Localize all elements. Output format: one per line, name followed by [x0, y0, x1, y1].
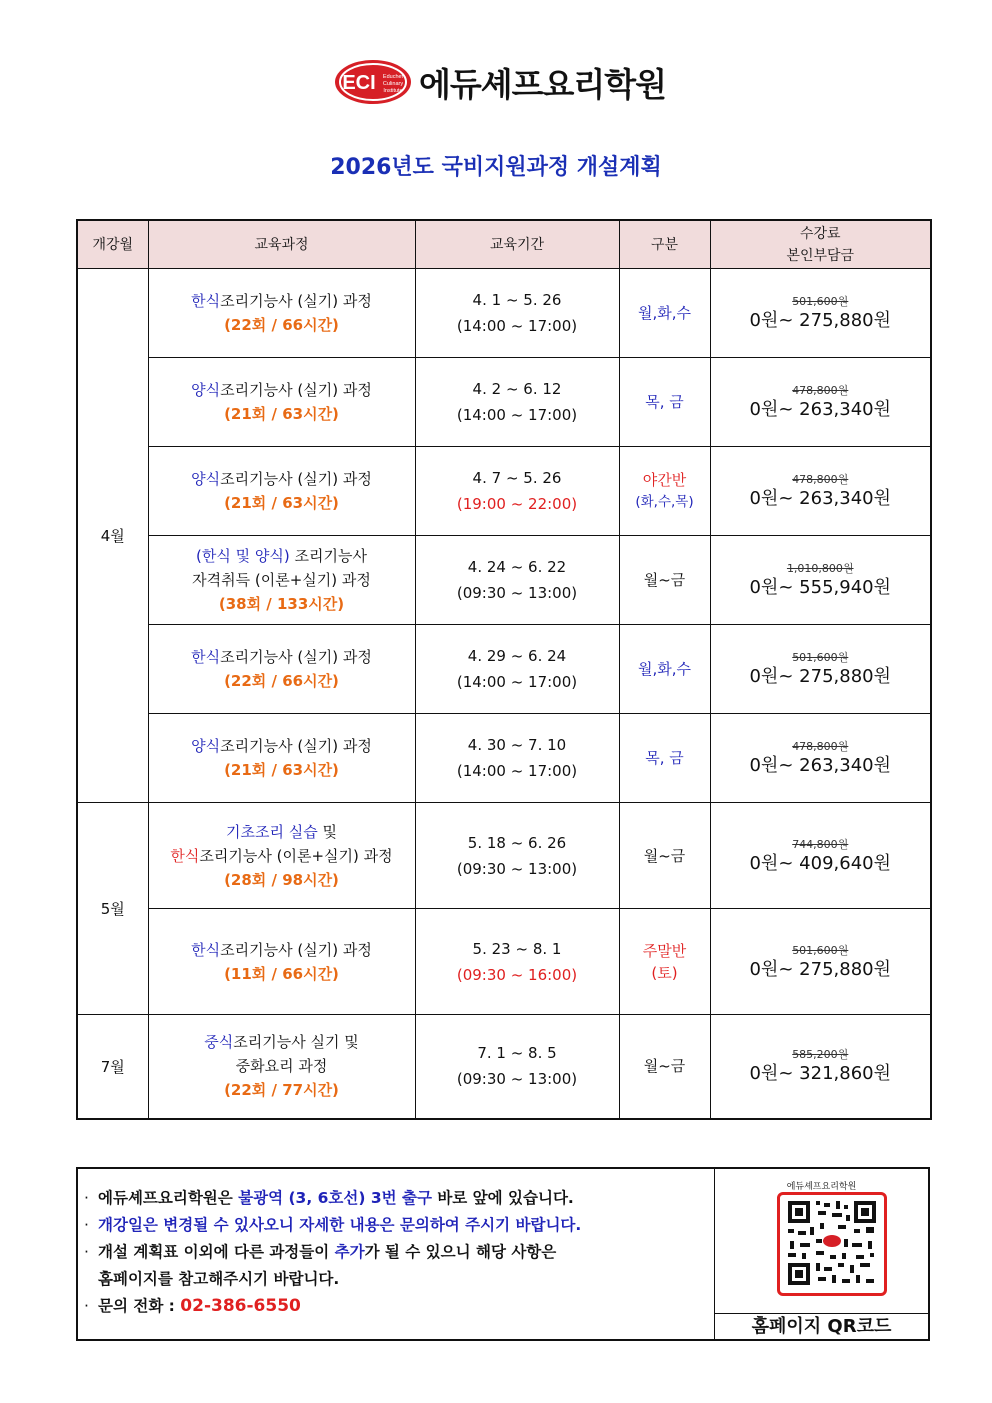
month-cell: 5월	[77, 803, 148, 1015]
notice-location: · 에듀셰프요리학원은 불광역 (3, 6호선) 3번 출구 바로 앞에 있습니다.	[84, 1189, 574, 1207]
table-row	[77, 803, 931, 909]
notice-text-panel	[78, 1169, 715, 1339]
notice-additional-courses: · 개설 계획표 이외에 다른 과정들이 추가가 될 수 있으니 해당 사항은 홈페이지를 참고해주시기 바랍니다.	[84, 1243, 557, 1288]
svg-text:ECI: ECI	[342, 72, 376, 94]
academy-name: 에듀셰프요리학원	[419, 64, 667, 104]
header-month: 개강월	[77, 220, 148, 269]
fee-cell: 744,800원 0원~ 409,640원	[710, 803, 931, 909]
type-cell: 월~금	[619, 536, 710, 625]
course-cell: 양식조리기능사 (실기) 과정 (21회 / 63시간)	[148, 447, 415, 536]
period-cell: 4. 1 ~ 5. 26 (14:00 ~ 17:00)	[415, 269, 619, 358]
type-cell: 월,화,수	[619, 625, 710, 714]
svg-text:Culinary: Culinary	[382, 81, 404, 87]
period-cell: 4. 24 ~ 6. 22 (09:30 ~ 13:00)	[415, 536, 619, 625]
table-row	[77, 1015, 931, 1119]
table-row	[77, 625, 931, 714]
type-cell: 목, 금	[619, 358, 710, 447]
period-cell: 4. 29 ~ 6. 24 (14:00 ~ 17:00)	[415, 625, 619, 714]
period-cell: 7. 1 ~ 8. 5 (09:30 ~ 13:00)	[415, 1015, 619, 1119]
fee-cell: 478,800원 0원~ 263,340원	[710, 358, 931, 447]
course-cell: 한식조리기능사 (실기) 과정 (22회 / 66시간)	[148, 269, 415, 358]
month-cell: 4월	[77, 269, 148, 803]
header-fee: 수강료 본인부담금	[710, 220, 931, 269]
notice-list	[78, 1169, 714, 1320]
svg-text:Institute: Institute	[383, 88, 403, 94]
fee-cell: 501,600원 0원~ 275,880원	[710, 625, 931, 714]
month-cell: 7월	[77, 1015, 148, 1119]
eci-logo-mark	[333, 58, 413, 106]
course-cell: 한식조리기능사 (실기) 과정 (22회 / 66시간)	[148, 625, 415, 714]
page-title: 2026년도 국비지원과정 개설계획	[330, 155, 662, 180]
course-cell: 양식조리기능사 (실기) 과정 (21회 / 63시간)	[148, 714, 415, 803]
period-cell: 4. 30 ~ 7. 10 (14:00 ~ 17:00)	[415, 714, 619, 803]
course-cell: 중식조리기능사 실기 및 중화요리 과정 (22회 / 77시간)	[148, 1015, 415, 1119]
svg-text:Educhef: Educhef	[382, 74, 404, 80]
qr-label: 홈페이지 QR코드	[715, 1313, 928, 1340]
type-cell: 야간반 (화,수,목)	[619, 447, 710, 536]
notice-schedule-change: · 개강일은 변경될 수 있사오니 자세한 내용은 문의하여 주시기 바랍니다.	[84, 1216, 582, 1234]
header-type: 구분	[619, 220, 710, 269]
academy-logo	[333, 55, 666, 109]
course-cell: 기초조리 실습 및 한식조리기능사 (이론+실기) 과정 (28회 / 98시간)	[148, 803, 415, 909]
qr-panel	[715, 1169, 928, 1339]
type-cell: 주말반 (토)	[619, 909, 710, 1015]
course-cell: 한식조리기능사 (실기) 과정 (11회 / 66시간)	[148, 909, 415, 1015]
period-cell: 5. 18 ~ 6. 26 (09:30 ~ 13:00)	[415, 803, 619, 909]
phone-number[interactable]: 02-386-6550	[180, 1296, 301, 1316]
period-cell: 5. 23 ~ 8. 1 (09:30 ~ 16:00)	[415, 909, 619, 1015]
table-row	[77, 358, 931, 447]
header-period: 교육기간	[415, 220, 619, 269]
header-course: 교육과정	[148, 220, 415, 269]
qr-code-icon[interactable]	[777, 1192, 887, 1296]
table-row	[77, 714, 931, 803]
type-cell: 월~금	[619, 1015, 710, 1119]
fee-cell: 585,200원 0원~ 321,860원	[710, 1015, 931, 1119]
table-row	[77, 536, 931, 625]
type-cell: 월,화,수	[619, 269, 710, 358]
table-row	[77, 269, 931, 358]
type-cell: 월~금	[619, 803, 710, 909]
course-cell: 양식조리기능사 (실기) 과정 (21회 / 63시간)	[148, 358, 415, 447]
period-cell: 4. 7 ~ 5. 26 (19:00 ~ 22:00)	[415, 447, 619, 536]
fee-cell: 478,800원 0원~ 263,340원	[710, 447, 931, 536]
fee-cell: 501,600원 0원~ 275,880원	[710, 269, 931, 358]
notice-box	[76, 1167, 930, 1341]
course-cell: (한식 및 양식) 조리기능사 자격취득 (이론+실기) 과정 (38회 / 133시간)	[148, 536, 415, 625]
fee-cell: 1,010,800원 0원~ 555,940원	[710, 536, 931, 625]
table-header-row	[77, 220, 931, 269]
period-cell: 4. 2 ~ 6. 12 (14:00 ~ 17:00)	[415, 358, 619, 447]
qr-caption: 에듀셰프요리학원	[786, 1182, 857, 1192]
table-row	[77, 909, 931, 1015]
notice-contact: · 문의 전화 : 02-386-6550	[84, 1296, 301, 1316]
fee-cell: 478,800원 0원~ 263,340원	[710, 714, 931, 803]
table-row	[77, 447, 931, 536]
schedule-table	[76, 219, 932, 1120]
type-cell: 목, 금	[619, 714, 710, 803]
fee-cell: 501,600원 0원~ 275,880원	[710, 909, 931, 1015]
